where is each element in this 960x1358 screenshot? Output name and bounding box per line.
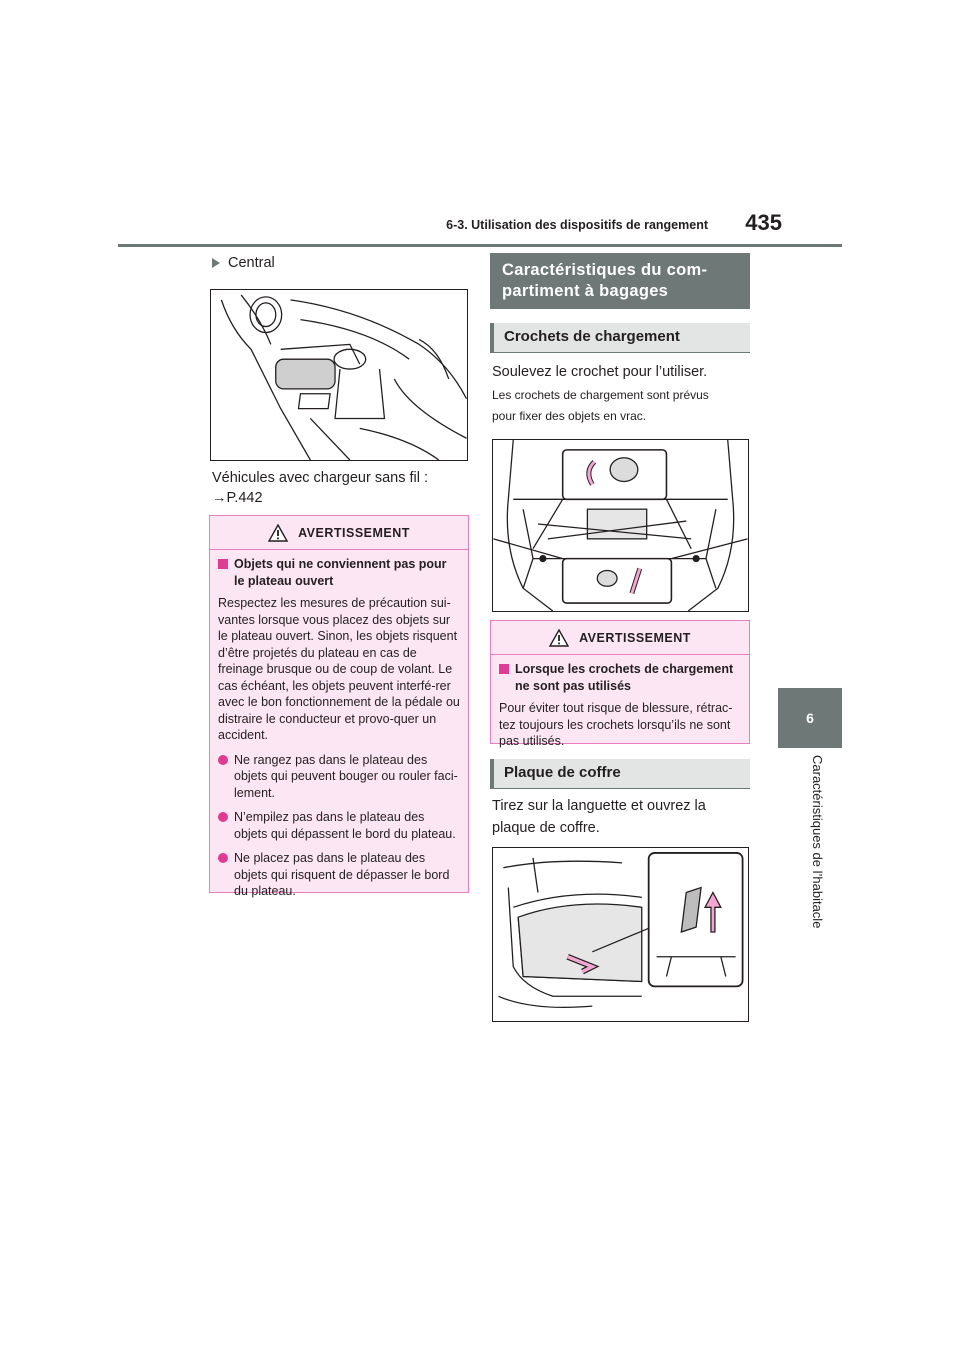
console-tray-illustration: [210, 289, 468, 461]
warning-list-item: Ne placez pas dans le plateau des objets qui risquent de dépasser le bord du plateau.: [218, 850, 460, 900]
hooks-instruction: Soulevez le crochet pour l’utiliser.: [492, 364, 708, 380]
warning-paragraph: Respectez les mesures de précaution sui-vantes lorsque vous placez des objets sur le plateau ouvert. Sinon, les objets risquent d’être projetés du plateau en cas de freinage brusque ou de coup de volant. Le cas échéant, les objets peuvent interfé-rer avec le bon fonctionnement de la pédale ou distraire le conducteur et provo-quer un accident.: [218, 596, 460, 742]
circle-bullet-icon: [218, 755, 228, 765]
hooks-note-2: pour fixer des objets en vrac.: [492, 409, 647, 423]
subheading-loading-hooks: Crochets de chargement: [490, 323, 750, 353]
bullet-label: Central: [228, 255, 275, 271]
warning-subtitle: Objets qui ne conviennent pas pour le plateau ouvert: [218, 556, 460, 589]
subheading-deck-board: Plaque de coffre: [490, 759, 750, 789]
warning-title: AVERTISSEMENT: [579, 630, 691, 645]
warning-header: [491, 621, 749, 655]
warning-box-tray: [209, 515, 469, 898]
warning-triangle-icon: [549, 629, 569, 647]
header-rule: [118, 244, 842, 247]
circle-bullet-icon: [218, 853, 228, 863]
warning-title: AVERTISSEMENT: [298, 525, 410, 540]
triangle-bullet-icon: [212, 258, 220, 268]
wireless-charger-link[interactable]: →P.442: [212, 490, 263, 506]
section-heading-luggage: Caractéristiques du com- partiment à bagages: [490, 253, 750, 309]
wireless-charger-text-1: Véhicules avec chargeur sans fil :: [212, 470, 428, 486]
square-bullet-icon: [499, 664, 509, 674]
plate-instruction-2: plaque de coffre.: [492, 820, 600, 836]
warning-box-hooks: [490, 620, 750, 748]
warning-list-item: N’empilez pas dans le plateau des objets qui dépassent le bord du plateau.: [218, 809, 460, 842]
warning-subtitle: Lorsque les crochets de chargement ne sont pas utilisés: [499, 661, 741, 694]
bullet-central: [212, 255, 275, 271]
warning-header: [210, 516, 468, 550]
warning-paragraph: Pour éviter tout risque de blessure, rétrac-tez toujours les crochets lorsqu’ils ne sont pas utilisés.: [499, 701, 733, 748]
cargo-hooks-illustration: [492, 439, 749, 612]
chapter-tab: 6: [778, 688, 842, 748]
running-header: 6-3. Utilisation des dispositifs de rangement: [446, 218, 708, 232]
warning-triangle-icon: [268, 524, 288, 542]
plate-instruction-1: Tirez sur la languette et ouvrez la: [492, 798, 706, 814]
deck-board-illustration: [492, 847, 749, 1022]
warning-list-item: Ne rangez pas dans le plateau des objets qui peuvent bouger ou rouler faci-lement.: [218, 752, 460, 802]
hooks-note-1: Les crochets de chargement sont prévus: [492, 388, 709, 402]
page-number: 435: [745, 210, 782, 235]
circle-bullet-icon: [218, 812, 228, 822]
square-bullet-icon: [218, 559, 228, 569]
chapter-title: Caractéristiques de l’habitacle: [810, 755, 825, 929]
